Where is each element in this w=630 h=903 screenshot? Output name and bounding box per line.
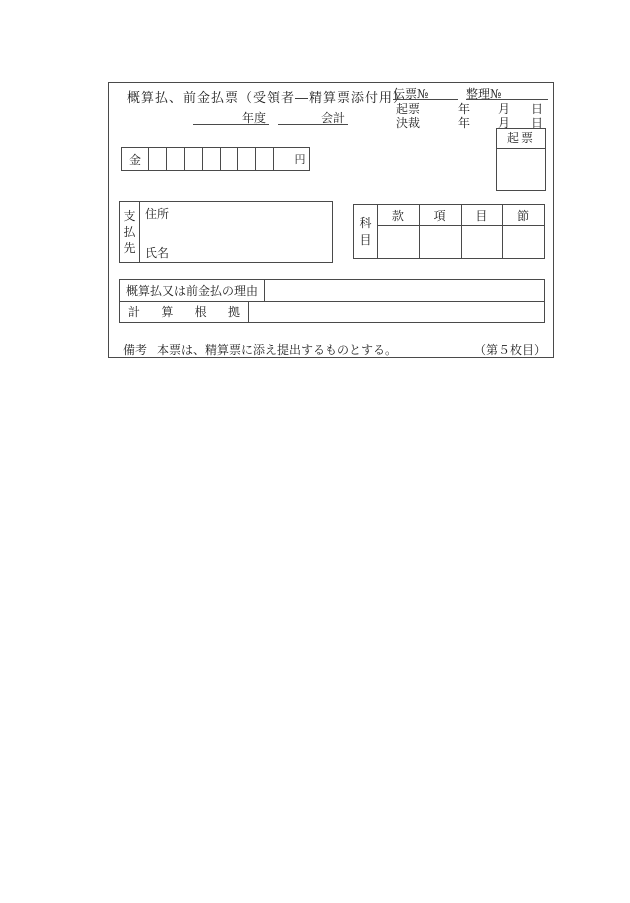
month-label: 月 bbox=[498, 116, 511, 130]
seiri-no-field bbox=[466, 85, 548, 100]
day-label: 日 bbox=[531, 102, 544, 116]
form-title: 概算払、前金払票（受領者―精算票添付用） bbox=[127, 91, 408, 106]
account-label-char: 科 bbox=[359, 215, 372, 230]
amount-digit-cell bbox=[221, 148, 239, 170]
account-box bbox=[353, 204, 545, 259]
basis-label-char: 拠 bbox=[227, 305, 240, 320]
amount-digit-cell bbox=[203, 148, 221, 170]
sheet-number-note: （第５枚目） bbox=[473, 343, 546, 357]
day-label: 日 bbox=[531, 116, 544, 130]
reason-row bbox=[120, 280, 544, 302]
remarks-line bbox=[123, 341, 397, 358]
year-label: 年 bbox=[458, 116, 471, 130]
stamp-box-title: 起票 bbox=[497, 129, 545, 149]
basis-label-char: 根 bbox=[194, 305, 207, 320]
form-frame bbox=[108, 82, 554, 358]
amount-digit-cell bbox=[167, 148, 185, 170]
denpyo-no-label: 伝票№ bbox=[393, 87, 429, 101]
payee-label-char: 支 bbox=[123, 209, 136, 223]
payee-content bbox=[140, 202, 332, 262]
seiri-no-label: 整理№ bbox=[466, 87, 502, 101]
payee-box bbox=[119, 201, 333, 263]
payee-label-char: 先 bbox=[123, 241, 136, 255]
fiscal-year-field bbox=[193, 109, 269, 125]
denpyo-no-field bbox=[393, 85, 458, 100]
account-value-row bbox=[378, 226, 544, 258]
amount-digit-cell bbox=[149, 148, 167, 170]
account-col-moku: 目 bbox=[462, 205, 504, 225]
account-col-kan: 款 bbox=[378, 205, 420, 225]
account-table bbox=[378, 205, 544, 258]
account-cell bbox=[378, 226, 420, 258]
amount-row bbox=[121, 147, 310, 171]
kihyo-date-label: 起票 bbox=[396, 102, 421, 116]
account-type-label: 会計 bbox=[320, 111, 345, 125]
name-label: 氏名 bbox=[145, 246, 170, 260]
address-label: 住所 bbox=[145, 207, 170, 221]
amount-digit-cell bbox=[256, 148, 274, 170]
reason-value bbox=[265, 280, 544, 301]
payee-label-char: 払 bbox=[123, 225, 136, 239]
account-cell bbox=[420, 226, 462, 258]
reason-label: 概算払又は前金払の理由 bbox=[120, 280, 265, 301]
kessai-date-label: 決裁 bbox=[396, 116, 421, 130]
year-label: 年 bbox=[458, 102, 471, 116]
basis-row bbox=[120, 302, 544, 323]
amount-prefix-cell: 金 bbox=[122, 148, 149, 170]
amount-digit-cell bbox=[274, 148, 291, 170]
account-type-field bbox=[278, 109, 348, 125]
account-cell bbox=[462, 226, 504, 258]
stamp-box bbox=[496, 128, 546, 191]
amount-suffix-cell: 円 bbox=[294, 153, 306, 166]
month-label: 月 bbox=[498, 102, 511, 116]
basis-value bbox=[249, 302, 544, 323]
basis-label-char: 算 bbox=[161, 305, 174, 320]
account-header-row bbox=[378, 205, 544, 226]
account-vertical-label bbox=[354, 205, 378, 258]
account-col-setsu: 節 bbox=[517, 208, 531, 223]
basis-label-char: 計 bbox=[128, 305, 141, 320]
amount-digit-cell bbox=[185, 148, 203, 170]
payee-vertical-label bbox=[120, 202, 140, 262]
account-cell bbox=[503, 226, 544, 258]
fiscal-year-label: 年度 bbox=[241, 111, 266, 125]
amount-digit-cell bbox=[238, 148, 256, 170]
remarks-label: 備考 bbox=[123, 343, 148, 357]
account-label-char: 目 bbox=[359, 232, 372, 247]
account-col-ko: 項 bbox=[420, 205, 462, 225]
basis-label bbox=[120, 302, 249, 323]
reason-box bbox=[119, 279, 545, 323]
remarks-text: 本票は、精算票に添え提出するものとする。 bbox=[157, 343, 398, 357]
